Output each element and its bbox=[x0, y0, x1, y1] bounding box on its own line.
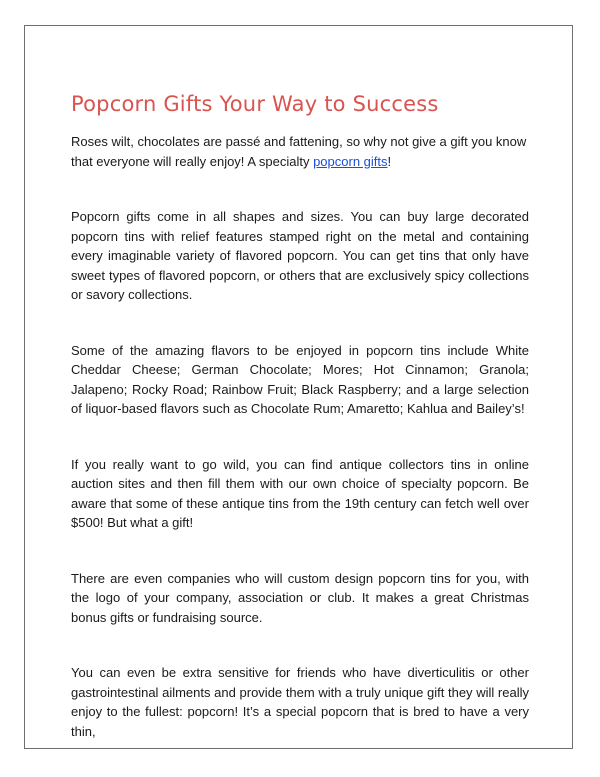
intro-text: Roses wilt, chocolates are passé and fattening, so why not give a gift you know that everyone will really enjoy! A specialty bbox=[71, 134, 527, 169]
intro-text-end: ! bbox=[387, 153, 392, 169]
paragraph-flavors: Some of the amazing flavors to be enjoyed in popcorn tins include White Cheddar Cheese; German Chocolate; Mores; Hot Cinnamon; Granola; Jalapeno; Rocky Road; Rainbow Fruit; Black Raspberry; and a large selection of liquor-based flavors such as Chocolate Rum; Amaretto; Kahlua and Bailey’s! bbox=[71, 342, 529, 416]
document-body bbox=[71, 92, 529, 777]
popcorn-gifts-link[interactable]: popcorn gifts bbox=[313, 153, 388, 169]
article-title: Popcorn Gifts Your Way to Success bbox=[71, 92, 439, 116]
paragraph-sensitive-friends: You can even be extra sensitive for friends who have diverticulitis or other gastrointestinal ailments and provide them with a truly unique gift they will really enjoy to the fullest: popcorn! It’s a special popcorn that is bred to have a very thin, bbox=[71, 665, 529, 739]
paragraph-sizes: Popcorn gifts come in all shapes and sizes. You can buy large decorated popcorn tins with relief features stamped right on the metal and containing every imaginable variety of flavored popcorn. You can get tins that only have sweet types of flavored popcorn, or others that are exclusively spicy collections or savory collections. bbox=[71, 209, 529, 302]
paragraph-custom-tins: There are even companies who will custom design popcorn tins for you, with the logo of your company, association or club. It makes a great Christmas bonus gifts or fundraising source. bbox=[71, 570, 529, 625]
intro-paragraph bbox=[71, 132, 529, 171]
paragraph-antique-tins: If you really want to go wild, you can find antique collectors tins in online auction sites and then fill them with our own choice of specialty popcorn. Be aware that some of these antique tins from the 19th century can fetch well over $500! But what a gift! bbox=[71, 456, 529, 530]
